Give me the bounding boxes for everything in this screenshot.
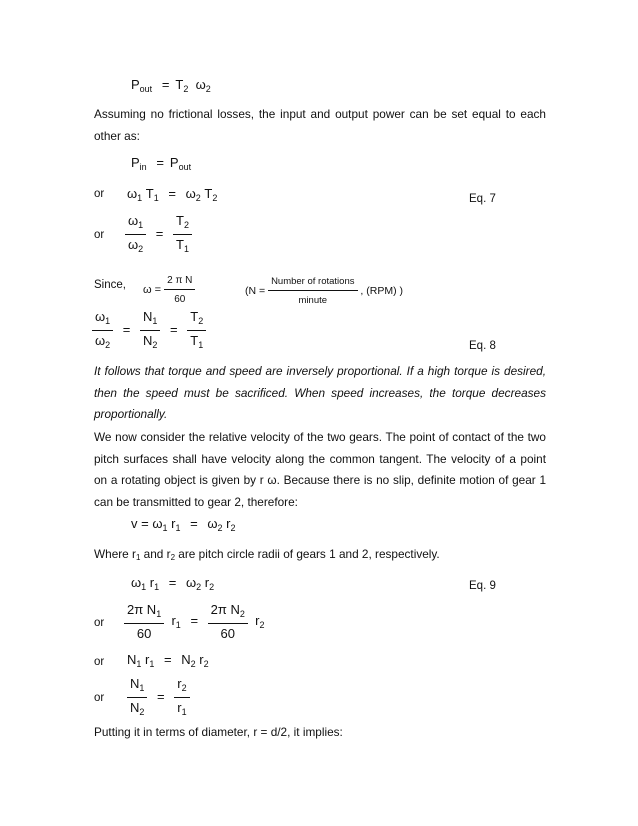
paragraph-text: Where r: [94, 547, 136, 561]
eq-subscript: 2: [259, 619, 265, 630]
eq-symbol: ω: [95, 333, 106, 348]
eq-symbol: r: [171, 516, 176, 531]
eq-subscript: 2: [183, 84, 189, 94]
fraction: [125, 213, 146, 257]
eq-symbol: ω: [185, 186, 196, 201]
eq-symbol: T: [175, 77, 184, 92]
paragraph-text: are pitch circle radii of gears 1 and 2, respectively.: [175, 547, 440, 561]
eq-symbol: T: [176, 213, 184, 228]
eq-symbol: ω: [131, 575, 142, 590]
eq-subscript: out: [178, 162, 192, 172]
fraction: [127, 676, 147, 720]
eq-symbol: v =: [131, 516, 149, 531]
equation-number-9: Eq. 9: [469, 580, 496, 592]
eq-subscript: 1: [162, 523, 168, 533]
eq-symbol: 2π N: [127, 602, 157, 617]
eq-equals: =: [155, 226, 164, 242]
eq-symbol: N: [130, 700, 140, 715]
eq-symbol: T: [190, 333, 199, 348]
paragraph-relative-velocity: [94, 427, 546, 513]
equation-rpm-note: [245, 274, 403, 308]
eq-symbol: r: [177, 676, 182, 691]
eq-symbol: P: [131, 77, 140, 92]
fraction: [268, 274, 357, 308]
fraction: [124, 602, 164, 641]
eq-subscript: 2: [190, 659, 196, 669]
eq-subscript: 2: [195, 193, 201, 203]
equation-n-ratio: [127, 676, 190, 720]
eq-symbol: ω =: [143, 283, 162, 296]
eq-subscript: 1: [153, 193, 159, 203]
eq-equals: =: [168, 186, 176, 201]
equation-number-7: Eq. 7: [469, 193, 496, 205]
eq-subscript: in: [139, 162, 147, 172]
eq-subscript: 2: [139, 707, 145, 717]
eq-equals: =: [164, 652, 172, 667]
eq-symbol: r: [204, 575, 210, 590]
note-open: (N =: [245, 284, 266, 297]
eq-subscript: 1: [198, 340, 204, 350]
eq-subscript: 1: [156, 609, 162, 619]
eq-symbol: N: [143, 333, 153, 348]
eq-subscript: 2: [198, 316, 204, 326]
eq-symbol: N: [127, 652, 137, 667]
eq-denominator: 60: [174, 294, 186, 305]
equation-rpm-radius: [124, 602, 264, 641]
eq-symbol: N: [130, 676, 140, 691]
eq-symbol: r: [171, 612, 176, 628]
or-label: or: [94, 656, 105, 668]
paragraph-where: [94, 547, 440, 565]
fraction: [92, 309, 113, 353]
eq-symbol: T: [176, 237, 184, 252]
eq-subscript: 1: [154, 582, 160, 592]
eq-subscript: 1: [137, 193, 143, 203]
eq-subscript: 2: [239, 609, 245, 619]
paragraph-text: . Because there is no slip, definite motion of gear 1 can be transmitted to gear 2, therefore:: [94, 473, 546, 509]
eq-subscript: 1: [136, 659, 142, 669]
eq-equals: =: [190, 516, 198, 531]
paragraph-inverse-proportion: It follows that torque and speed are inversely proportional. If a high torque is desired, then the speed must be sacrificed. When speed increases, the torque decreases proportionally.: [94, 364, 546, 421]
eq-subscript: 1: [149, 659, 155, 669]
eq-subscript: 1: [139, 683, 145, 693]
equation-pin: [131, 155, 191, 172]
eq-subscript: 1: [152, 316, 158, 326]
eq-equals: =: [157, 689, 165, 705]
eq-symbol: T: [204, 186, 213, 201]
eq-symbol: N: [181, 652, 191, 667]
eq-symbol: r: [145, 652, 150, 667]
eq-denominator: minute: [298, 295, 328, 306]
eq-symbol: ω: [128, 237, 139, 252]
eq-symbol: ω: [128, 213, 139, 228]
paragraph-text: and r: [140, 547, 171, 561]
equation-velocity: [131, 516, 236, 533]
fraction: [164, 273, 195, 307]
eq-symbol: r: [255, 612, 260, 628]
equation-ratio-torque: [125, 213, 192, 257]
eq-subscript: 2: [138, 244, 144, 254]
equation-n-radius: [127, 652, 209, 669]
eq-subscript: 1: [141, 582, 147, 592]
eq-subscript: 1: [135, 553, 141, 562]
equation-pout: [131, 77, 211, 94]
eq-symbol: r: [199, 652, 204, 667]
fraction: [187, 309, 206, 353]
eq-equals: =: [122, 322, 131, 338]
eq-numerator: 2 π N: [164, 273, 195, 290]
eq-symbol: r: [149, 575, 155, 590]
fraction: [173, 213, 192, 257]
since-label: Since,: [94, 279, 126, 291]
eq-subscript: 2: [217, 523, 223, 533]
eq-denominator: 60: [136, 626, 152, 641]
eq-symbol: T: [190, 309, 199, 324]
eq-subscript: 2: [152, 340, 158, 350]
eq-subscript: 2: [205, 84, 211, 94]
fraction: [140, 309, 160, 353]
or-label: or: [94, 188, 105, 200]
eq-subscript: 2: [170, 553, 176, 562]
eq-equals: =: [161, 77, 170, 92]
omega-symbol: ω: [267, 473, 277, 487]
or-label: or: [94, 617, 105, 629]
eq-symbol: ω: [186, 575, 197, 590]
eq-subscript: 1: [105, 316, 111, 326]
or-label: or: [94, 692, 105, 704]
eq-equals: =: [156, 155, 164, 170]
eq-symbol: ω: [207, 516, 218, 531]
paragraph-assumption: Assuming no frictional losses, the input and output power can be set equal to each other as:: [94, 107, 546, 143]
eq-equals: =: [190, 612, 199, 628]
paragraph-diameter: Putting it in terms of diameter, r = d/2, it implies:: [94, 725, 343, 739]
fraction: [208, 602, 248, 641]
eq-symbol: T: [145, 186, 154, 201]
eq-subscript: 2: [181, 683, 187, 693]
eq-symbol: N: [143, 309, 153, 324]
equation-omega: [143, 273, 195, 307]
eq-subscript: 2: [209, 582, 215, 592]
eq-equals: =: [170, 322, 178, 338]
eq-subscript: 2: [230, 523, 236, 533]
eq-subscript: 1: [183, 244, 189, 254]
fraction: [174, 676, 189, 720]
eq-symbol: ω: [152, 516, 163, 531]
eq-symbol: P: [131, 155, 140, 170]
equation-pitch-velocity: [131, 575, 214, 592]
eq-subscript: 2: [105, 340, 111, 350]
equation-torque-speed: [127, 186, 217, 203]
eq-equals: =: [168, 575, 177, 590]
eq-subscript: out: [139, 84, 153, 94]
eq-symbol: ω: [127, 186, 138, 201]
eq-subscript: 2: [196, 582, 202, 592]
eq-subscript: 2: [212, 193, 218, 203]
eq-denominator: 60: [220, 626, 235, 641]
eq-subscript: 2: [203, 659, 209, 669]
eq-symbol: P: [169, 155, 179, 170]
eq-symbol: r: [226, 516, 231, 531]
eq-symbol: r: [177, 700, 182, 715]
eq-subscript: 1: [175, 619, 181, 630]
paragraph-text: We now consider the relative velocity of the two gears. The point of contact of the two pitch surfaces shall have velocity along the common tangent. The velocity of a point on a rotating object is given by r: [94, 430, 546, 487]
or-label: or: [94, 229, 105, 241]
note-close: , (RPM) ): [360, 284, 403, 297]
eq-symbol: 2π N: [210, 602, 240, 617]
eq-subscript: 1: [175, 523, 181, 533]
eq-subscript: 1: [138, 220, 144, 230]
eq-symbol: ω: [95, 309, 106, 324]
eq-subscript: 1: [181, 707, 187, 717]
eq-numerator: Number of rotations: [268, 274, 357, 291]
equation-number-8: Eq. 8: [469, 340, 496, 352]
eq-subscript: 2: [183, 220, 189, 230]
equation-gear-ratio: [92, 309, 206, 353]
eq-symbol: ω: [195, 77, 206, 92]
